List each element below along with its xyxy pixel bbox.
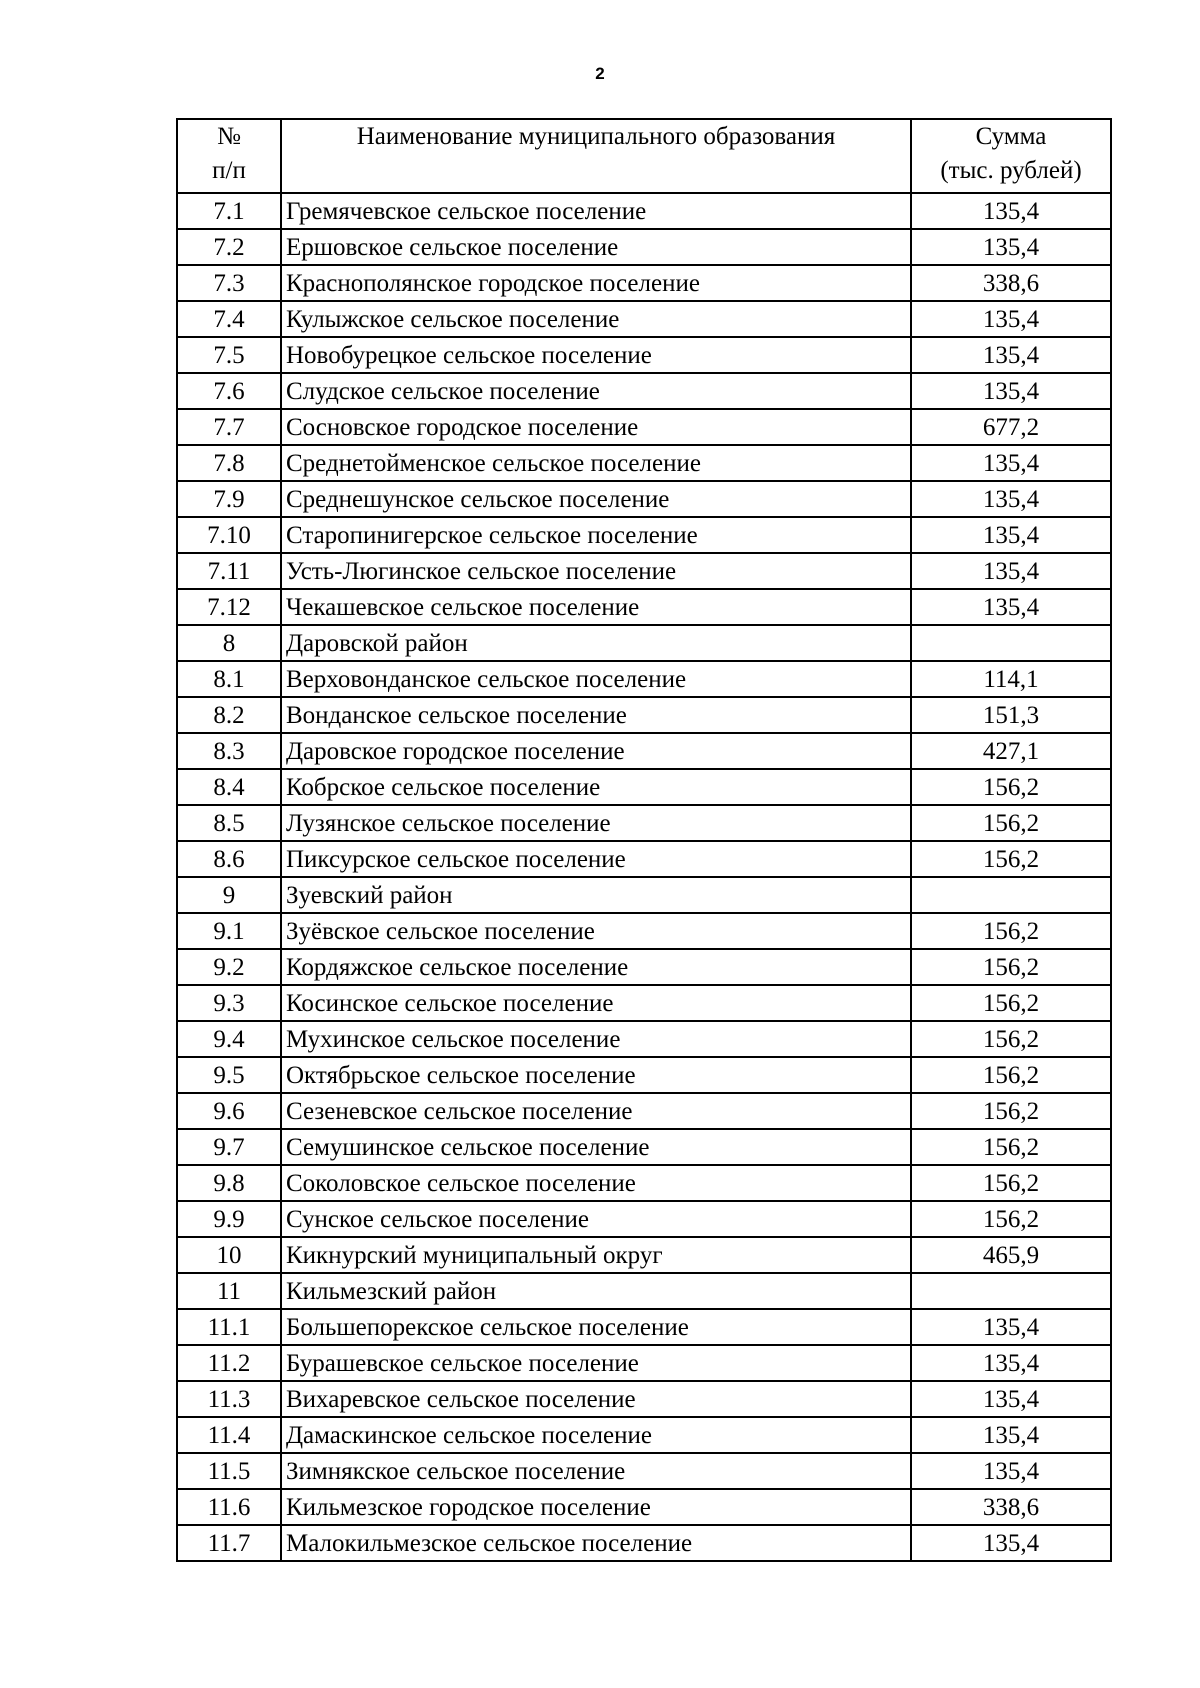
row-number-cell: 9.6 [177, 1093, 281, 1129]
row-sum-cell: 135,4 [911, 229, 1111, 265]
row-name-cell: Новобурецкое сельское поселение [281, 337, 911, 373]
row-number-cell: 7.6 [177, 373, 281, 409]
row-name-cell: Слудское сельское поселение [281, 373, 911, 409]
row-name-cell: Кикнурский муниципальный округ [281, 1237, 911, 1273]
row-number-cell: 9 [177, 877, 281, 913]
row-sum-cell: 135,4 [911, 445, 1111, 481]
row-sum-cell: 135,4 [911, 517, 1111, 553]
row-name-cell: Большепорекское сельское поселение [281, 1309, 911, 1345]
row-number-cell: 7.11 [177, 553, 281, 589]
header-sum-line2: (тыс. рублей) [940, 157, 1082, 184]
row-number-cell: 11.7 [177, 1525, 281, 1561]
table-row [177, 337, 1111, 373]
row-number-cell: 7.5 [177, 337, 281, 373]
row-number-cell: 8.1 [177, 661, 281, 697]
header-number [177, 119, 281, 193]
row-name-cell: Кулыжское сельское поселение [281, 301, 911, 337]
row-sum-cell: 114,1 [911, 661, 1111, 697]
row-sum-cell: 156,2 [911, 1021, 1111, 1057]
row-number-cell: 7.10 [177, 517, 281, 553]
row-number-cell: 7.12 [177, 589, 281, 625]
header-sum [911, 119, 1111, 193]
table-row [177, 985, 1111, 1021]
row-sum-cell: 156,2 [911, 769, 1111, 805]
table-row [177, 1021, 1111, 1057]
row-sum-cell: 135,4 [911, 481, 1111, 517]
header-name: Наименование муниципального образования [281, 119, 911, 193]
row-name-cell: Среднешунское сельское поселение [281, 481, 911, 517]
row-name-cell: Старопинигерское сельское поселение [281, 517, 911, 553]
table-row [177, 1309, 1111, 1345]
table-row [177, 373, 1111, 409]
row-name-cell: Дамаскинское сельское поселение [281, 1417, 911, 1453]
row-sum-cell: 135,4 [911, 1417, 1111, 1453]
row-sum-cell: 135,4 [911, 1525, 1111, 1561]
row-name-cell: Вихаревское сельское поселение [281, 1381, 911, 1417]
row-name-cell: Сунское сельское поселение [281, 1201, 911, 1237]
row-number-cell: 9.8 [177, 1165, 281, 1201]
table-row [177, 517, 1111, 553]
table-row [177, 409, 1111, 445]
row-sum-cell: 156,2 [911, 949, 1111, 985]
row-name-cell: Сезеневское сельское поселение [281, 1093, 911, 1129]
row-name-cell: Зуёвское сельское поселение [281, 913, 911, 949]
row-sum-cell: 156,2 [911, 1165, 1111, 1201]
row-sum-cell: 135,4 [911, 337, 1111, 373]
row-sum-cell: 427,1 [911, 733, 1111, 769]
table-row [177, 553, 1111, 589]
row-number-cell: 7.4 [177, 301, 281, 337]
row-name-cell: Краснополянское городское поселение [281, 265, 911, 301]
table-row [177, 697, 1111, 733]
table-row [177, 1489, 1111, 1525]
row-name-cell: Сосновское городское поселение [281, 409, 911, 445]
row-number-cell: 7.9 [177, 481, 281, 517]
row-name-cell: Октябрьское сельское поселение [281, 1057, 911, 1093]
row-number-cell: 8.6 [177, 841, 281, 877]
row-number-cell: 7.2 [177, 229, 281, 265]
table-row [177, 1057, 1111, 1093]
row-sum-cell: 677,2 [911, 409, 1111, 445]
row-name-cell: Вонданское сельское поселение [281, 697, 911, 733]
table-row [177, 1273, 1111, 1309]
table-body [177, 193, 1111, 1561]
row-name-cell: Соколовское сельское поселение [281, 1165, 911, 1201]
table-row [177, 193, 1111, 229]
row-number-cell: 10 [177, 1237, 281, 1273]
row-number-cell: 8 [177, 625, 281, 661]
row-sum-cell: 156,2 [911, 985, 1111, 1021]
row-sum-cell [911, 1273, 1111, 1309]
table-row [177, 1453, 1111, 1489]
row-name-cell: Даровской район [281, 625, 911, 661]
table-row [177, 1525, 1111, 1561]
table-row [177, 229, 1111, 265]
row-sum-cell: 135,4 [911, 301, 1111, 337]
row-number-cell: 9.1 [177, 913, 281, 949]
row-name-cell: Кильмезский район [281, 1273, 911, 1309]
table-row [177, 949, 1111, 985]
row-sum-cell: 465,9 [911, 1237, 1111, 1273]
row-name-cell: Среднетойменское сельское поселение [281, 445, 911, 481]
row-number-cell: 7.1 [177, 193, 281, 229]
row-sum-cell: 135,4 [911, 193, 1111, 229]
row-sum-cell: 156,2 [911, 1201, 1111, 1237]
row-sum-cell: 135,4 [911, 1381, 1111, 1417]
header-sum-line1: Сумма [975, 123, 1047, 150]
row-sum-cell: 338,6 [911, 265, 1111, 301]
row-sum-cell: 156,2 [911, 913, 1111, 949]
row-sum-cell: 135,4 [911, 1309, 1111, 1345]
row-name-cell: Кобрское сельское поселение [281, 769, 911, 805]
table-row [177, 1093, 1111, 1129]
table-row [177, 733, 1111, 769]
row-sum-cell: 135,4 [911, 553, 1111, 589]
row-name-cell: Чекашевское сельское поселение [281, 589, 911, 625]
row-number-cell: 9.4 [177, 1021, 281, 1057]
page-number: 2 [595, 64, 605, 83]
row-name-cell: Усть-Люгинское сельское поселение [281, 553, 911, 589]
table-row [177, 301, 1111, 337]
table-row [177, 1381, 1111, 1417]
row-name-cell: Гремячевское сельское поселение [281, 193, 911, 229]
table-row [177, 769, 1111, 805]
row-name-cell: Малокильмезское сельское поселение [281, 1525, 911, 1561]
row-sum-cell: 135,4 [911, 589, 1111, 625]
row-name-cell: Верховонданское сельское поселение [281, 661, 911, 697]
row-name-cell: Кильмезское городское поселение [281, 1489, 911, 1525]
row-number-cell: 9.2 [177, 949, 281, 985]
row-sum-cell: 156,2 [911, 1093, 1111, 1129]
row-number-cell: 11.1 [177, 1309, 281, 1345]
row-name-cell: Даровское городское поселение [281, 733, 911, 769]
row-number-cell: 11.4 [177, 1417, 281, 1453]
table-row [177, 265, 1111, 301]
header-number-line1: № [217, 123, 241, 150]
table-row [177, 1417, 1111, 1453]
row-sum-cell: 156,2 [911, 1129, 1111, 1165]
table-row [177, 913, 1111, 949]
row-number-cell: 8.2 [177, 697, 281, 733]
table-row [177, 805, 1111, 841]
row-number-cell: 11.3 [177, 1381, 281, 1417]
table-row [177, 877, 1111, 913]
table-row [177, 1201, 1111, 1237]
table-row [177, 1237, 1111, 1273]
row-name-cell: Пиксурское сельское поселение [281, 841, 911, 877]
row-number-cell: 9.7 [177, 1129, 281, 1165]
row-name-cell: Кордяжское сельское поселение [281, 949, 911, 985]
row-name-cell: Зимнякское сельское поселение [281, 1453, 911, 1489]
table-row [177, 1165, 1111, 1201]
row-name-cell: Ершовское сельское поселение [281, 229, 911, 265]
row-number-cell: 9.5 [177, 1057, 281, 1093]
row-sum-cell: 135,4 [911, 1345, 1111, 1381]
table-header [177, 119, 1111, 193]
row-sum-cell: 156,2 [911, 805, 1111, 841]
row-sum-cell [911, 625, 1111, 661]
row-number-cell: 8.4 [177, 769, 281, 805]
row-number-cell: 7.7 [177, 409, 281, 445]
table-row [177, 625, 1111, 661]
row-name-cell: Семушинское сельское поселение [281, 1129, 911, 1165]
row-name-cell: Бурашевское сельское поселение [281, 1345, 911, 1381]
table-row [177, 481, 1111, 517]
row-number-cell: 11 [177, 1273, 281, 1309]
header-number-line2: п/п [212, 157, 246, 184]
row-name-cell: Лузянское сельское поселение [281, 805, 911, 841]
row-name-cell: Мухинское сельское поселение [281, 1021, 911, 1057]
row-number-cell: 8.5 [177, 805, 281, 841]
row-sum-cell: 135,4 [911, 1453, 1111, 1489]
table-row [177, 445, 1111, 481]
row-number-cell: 11.6 [177, 1489, 281, 1525]
row-number-cell: 7.8 [177, 445, 281, 481]
table-header-row [177, 119, 1111, 193]
row-sum-cell: 156,2 [911, 1057, 1111, 1093]
table-row [177, 661, 1111, 697]
row-number-cell: 9.9 [177, 1201, 281, 1237]
table-row [177, 589, 1111, 625]
row-number-cell: 11.5 [177, 1453, 281, 1489]
row-number-cell: 11.2 [177, 1345, 281, 1381]
row-number-cell: 9.3 [177, 985, 281, 1021]
row-sum-cell [911, 877, 1111, 913]
row-sum-cell: 135,4 [911, 373, 1111, 409]
table-row [177, 841, 1111, 877]
row-number-cell: 8.3 [177, 733, 281, 769]
row-name-cell: Косинское сельское поселение [281, 985, 911, 1021]
row-name-cell: Зуевский район [281, 877, 911, 913]
table-row [177, 1129, 1111, 1165]
row-sum-cell: 156,2 [911, 841, 1111, 877]
table-row [177, 1345, 1111, 1381]
row-sum-cell: 338,6 [911, 1489, 1111, 1525]
allocation-table [176, 118, 1112, 1562]
row-number-cell: 7.3 [177, 265, 281, 301]
row-sum-cell: 151,3 [911, 697, 1111, 733]
